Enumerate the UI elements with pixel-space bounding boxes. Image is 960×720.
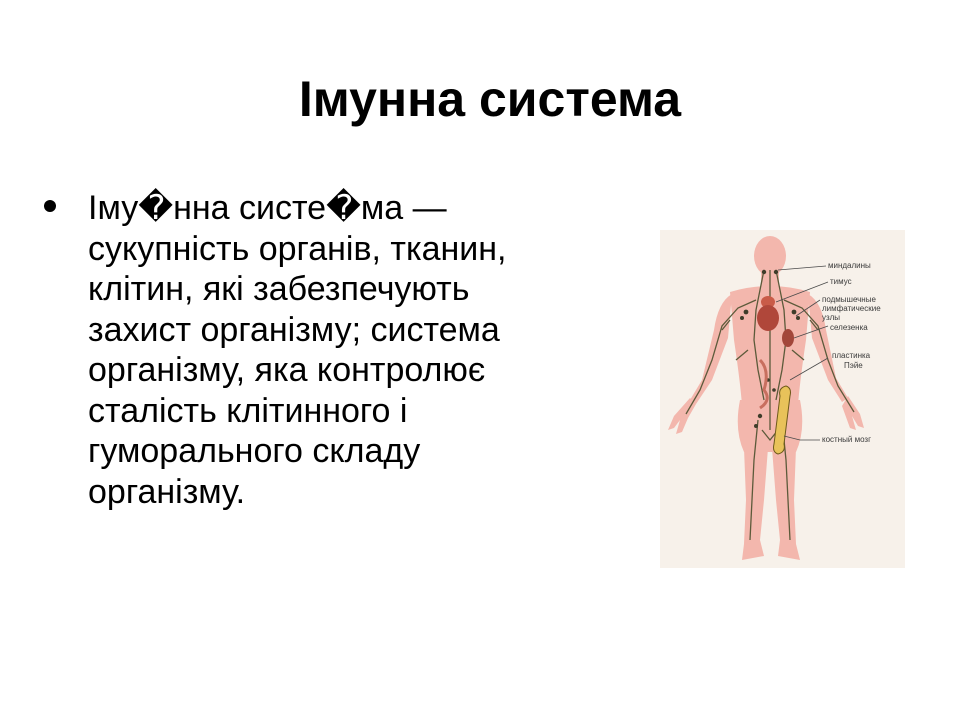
- bullet-dot-icon: [44, 200, 56, 212]
- label-peyer-2: Пэйе: [844, 361, 863, 370]
- bullet-item: [44, 188, 624, 512]
- bullet-text: Іму�нна систе�ма — сукупність органів, тканин, клітин, які забезпечують захист організму; система організму, яка контролює сталість клітинного і гуморального складу організму.: [88, 189, 507, 511]
- label-peyer-1: пластинка: [832, 351, 871, 360]
- label-lymph-nodes-3: узлы: [822, 313, 840, 322]
- label-lymph-nodes-2: лимфатические: [822, 304, 881, 313]
- label-bone-marrow: костный мозг: [822, 435, 872, 444]
- heart-organ: [757, 305, 779, 331]
- immune-system-figure: [660, 230, 905, 568]
- human-body-illustration: [660, 230, 905, 568]
- label-tonsils: миндалины: [828, 261, 871, 270]
- slide-title: Імунна система: [298, 71, 682, 127]
- label-lymph-nodes-1: подмышечные: [822, 295, 876, 304]
- spleen-organ: [782, 329, 794, 347]
- label-thymus: тимус: [830, 277, 852, 286]
- label-spleen: селезенка: [830, 323, 868, 332]
